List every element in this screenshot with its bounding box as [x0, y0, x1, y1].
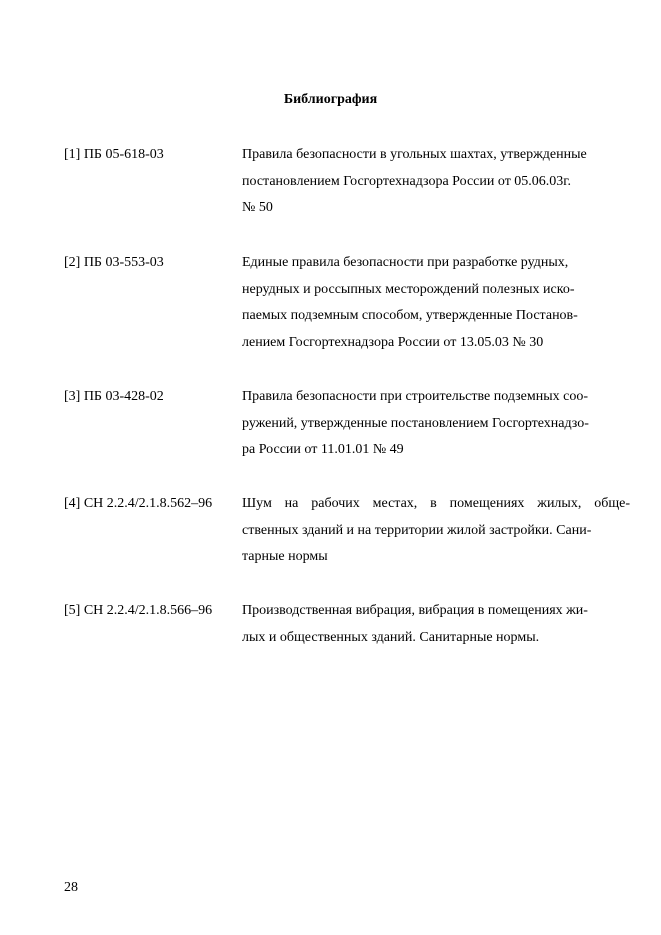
- description-line: Единые правила безопасности при разработке рудных,: [242, 255, 569, 270]
- description-line: Правила безопасности в угольных шахтах, утвержденные: [242, 147, 587, 162]
- description-line: тарные нормы: [242, 549, 328, 564]
- description-line: лением Госгортехнадзора России от 13.05.03 № 30: [242, 334, 544, 350]
- page-number: 28: [64, 880, 78, 895]
- reference-description: [242, 384, 630, 464]
- page-title: Библиография: [283, 92, 378, 107]
- reference-code: [3] ПБ 03-428-02: [64, 389, 164, 404]
- description-line: ружений, утвержденные постановлением Госгортехнадзо-: [242, 415, 589, 431]
- description-line: паемых подземным способом, утвержденные Постанов-: [242, 308, 578, 323]
- reference-description: [242, 142, 630, 222]
- reference-code: [2] ПБ 03-553-03: [64, 255, 164, 270]
- reference-description: [242, 491, 630, 571]
- reference-code: [4] СН 2.2.4/2.1.8.562–96: [64, 496, 213, 511]
- description-line: № 50: [242, 200, 273, 215]
- reference-code: [5] СН 2.2.4/2.1.8.566–96: [64, 603, 213, 618]
- description-line: ственных зданий и на территории жилой застройки. Сани-: [242, 522, 592, 538]
- description-line: Правила безопасности при строительстве подземных соо-: [242, 389, 589, 404]
- reference-code: [1] ПБ 05-618-03: [64, 147, 164, 162]
- description-line: постановлением Госгортехнадзора России от 05.06.03г.: [242, 173, 571, 189]
- reference-description: [242, 250, 630, 356]
- description-line: Шум на рабочих местах, в помещениях жилых, обще-: [242, 496, 630, 511]
- description-line: ра России от 11.01.01 № 49: [242, 442, 404, 457]
- reference-description: [242, 598, 630, 651]
- description-line: лых и общественных зданий. Санитарные нормы.: [242, 629, 540, 645]
- description-line: Производственная вибрация, вибрация в помещениях жи-: [242, 603, 588, 618]
- description-line: нерудных и россыпных месторождений полезных иско-: [242, 281, 575, 297]
